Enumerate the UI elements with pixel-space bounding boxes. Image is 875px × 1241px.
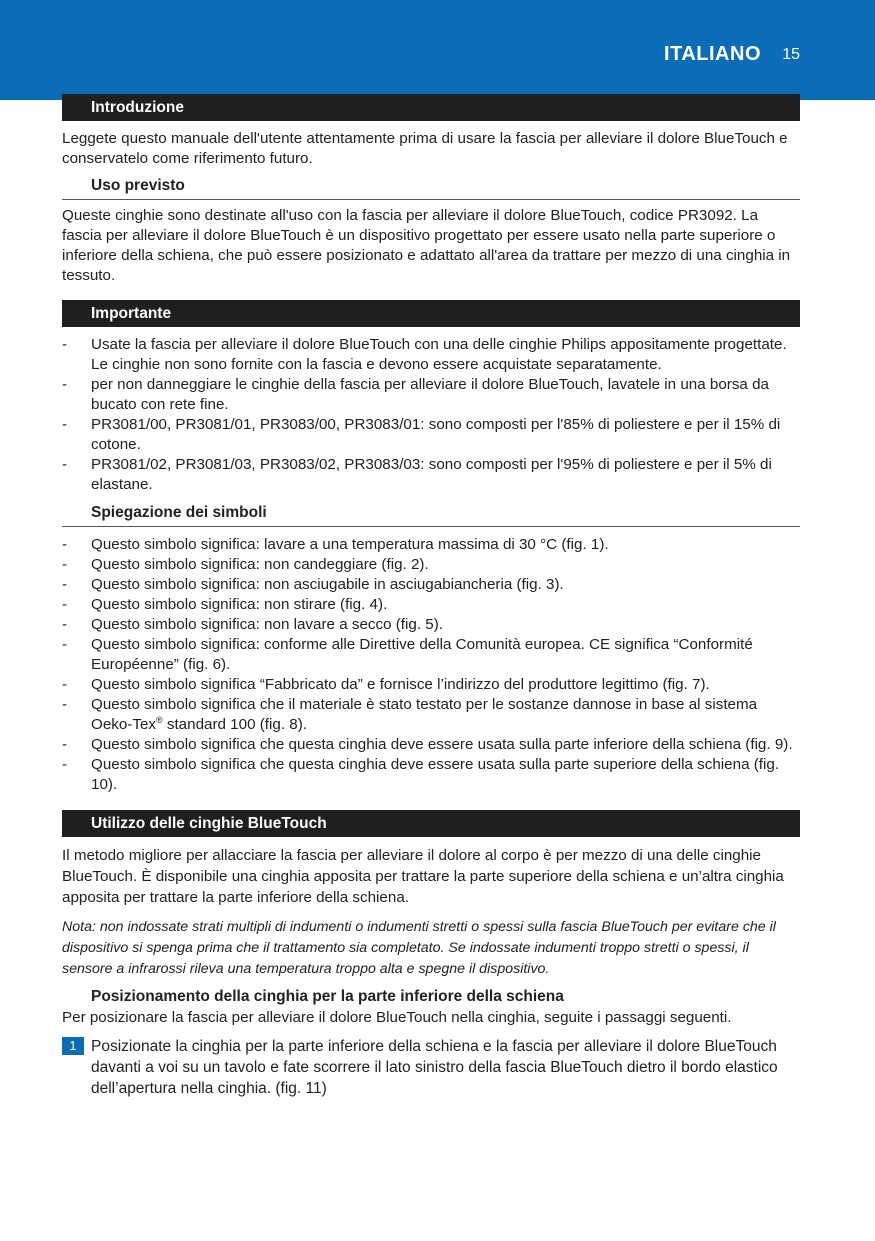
list-item: - Usate la fascia per alleviare il dolore BlueTouch con una delle cinghie Philips appositamente progettate. Le cinghie non sono fornite con la fascia e devono essere acquistate separatamente. <box>62 336 787 373</box>
subheading-intended-use: Uso previsto <box>62 176 800 200</box>
dash-bullet: - <box>62 596 68 613</box>
dash-bullet: - <box>62 456 68 473</box>
section-heading-introduction: Introduzione <box>62 94 800 121</box>
list-item: - Questo simbolo significa che questa cinghia deve essere usata sulla parte inferiore della schiena (fig. 9). <box>62 736 793 753</box>
list-item: - Questo simbolo significa: non asciugabile in asciugabiancheria (fig. 3). <box>62 576 564 593</box>
dash-bullet: - <box>62 336 68 353</box>
list-item: - Questo simbolo significa che il materiale è stato testato per le sostanze dannose in base al sistema Oeko-Tex® standard 100 (fig. 8). <box>62 696 758 733</box>
step-number-badge: 1 <box>62 1037 84 1055</box>
list-item: - PR3081/00, PR3081/01, PR3083/00, PR3083/01: sono composti per l'85% di poliestere e per il 15% di cotone. <box>62 416 781 453</box>
registered-mark: ® <box>156 714 163 725</box>
header-bar <box>0 0 875 100</box>
list-item: - Questo simbolo significa che questa cinghia deve essere usata sulla parte superiore della schiena (fig. 10). <box>62 756 780 793</box>
intro-paragraph: Leggete questo manuale dell'utente attentamente prima di usare la fascia per alleviare il dolore BlueTouch e conservatelo come riferimento futuro. <box>62 130 788 167</box>
dash-bullet: - <box>62 616 68 633</box>
dash-bullet: - <box>62 696 68 713</box>
dash-bullet: - <box>62 676 68 693</box>
intended-use-paragraph: Queste cinghie sono destinate all'uso con la fascia per alleviare il dolore BlueTouch, codice PR3092. La fascia per alleviare il dolore BlueTouch è un dispositivo progettato per essere usato nella parte superiore o inferiore della schiena, che può essere posizionato e adattato all'area da trattare per mezzo di una cinghia in tessuto. <box>62 207 791 284</box>
dash-bullet: - <box>62 736 68 753</box>
usage-paragraph: Il metodo migliore per allacciare la fascia per alleviare il dolore al corpo è per mezzo di una delle cinghie BlueTouch. È disponibile una cinghia apposita per trattare la parte superiore della schiena e un’altra cinghia apposita per trattare la parte inferiore della schiena. <box>62 847 784 906</box>
step-text: Posizionate la cinghia per la parte inferiore della schiena e la fascia per alleviare il dolore BlueTouch davanti a voi su un tavolo e fate scorrere il lato sinistro della fascia BlueTouch dietro il bordo elastico dell’apertura nella cinghia. (fig. 11) <box>91 1038 778 1097</box>
page-number: 15 <box>782 46 800 63</box>
subheading-symbols: Spiegazione dei simboli <box>62 503 800 527</box>
dash-bullet: - <box>62 556 68 573</box>
list-item: - PR3081/02, PR3081/03, PR3083/02, PR3083/03: sono composti per l'95% di poliestere e per il 5% di elastane. <box>62 456 772 493</box>
dash-bullet: - <box>62 756 68 773</box>
list-item: - Questo simbolo significa: non candeggiare (fig. 2). <box>62 556 429 573</box>
list-item: - Questo simbolo significa: non lavare a secco (fig. 5). <box>62 616 444 633</box>
usage-note: Nota: non indossate strati multipli di indumenti o indumenti stretti o spessi sulla fascia BlueTouch per evitare che il dispositivo si spenga prima che il trattamento sia completato. Se indossate indumenti troppo stretti o spessi, il sensore a infrarossi rileva una temperatura troppo alta e spegne il dispositivo. <box>62 919 776 977</box>
section-heading-usage: Utilizzo delle cinghie BlueTouch <box>62 810 800 837</box>
page-content <box>62 94 800 1099</box>
step-item <box>62 1036 800 1099</box>
dash-bullet: - <box>62 376 68 393</box>
list-item: - Questo simbolo significa: non stirare (fig. 4). <box>62 596 388 613</box>
lower-back-intro: Per posizionare la fascia per alleviare il dolore BlueTouch nella cinghia, seguite i passaggi seguenti. <box>62 1009 732 1026</box>
list-item: - Questo simbolo significa: lavare a una temperatura massima di 30 °C (fig. 1). <box>62 536 609 553</box>
dash-bullet: - <box>62 636 68 653</box>
dash-bullet: - <box>62 416 68 433</box>
dash-bullet: - <box>62 536 68 553</box>
list-item: - Questo simbolo significa “Fabbricato da” e fornisce l’indirizzo del produttore legittimo (fig. 7). <box>62 676 710 693</box>
section-heading-important: Importante <box>62 300 800 327</box>
dash-bullet: - <box>62 576 68 593</box>
symbols-list <box>62 535 800 795</box>
subheading-lower-back: Posizionamento della cinghia per la parte inferiore della schiena <box>91 988 564 1005</box>
language-label: ITALIANO <box>664 43 761 65</box>
list-item: - Questo simbolo significa: conforme alle Direttive della Comunità europea. CE significa “Conformité Européenne” (fig. 6). <box>62 636 753 673</box>
important-list <box>62 335 800 495</box>
list-item: - per non danneggiare le cinghie della fascia per alleviare il dolore BlueTouch, lavatele in una borsa da bucato con rete fine. <box>62 376 769 413</box>
